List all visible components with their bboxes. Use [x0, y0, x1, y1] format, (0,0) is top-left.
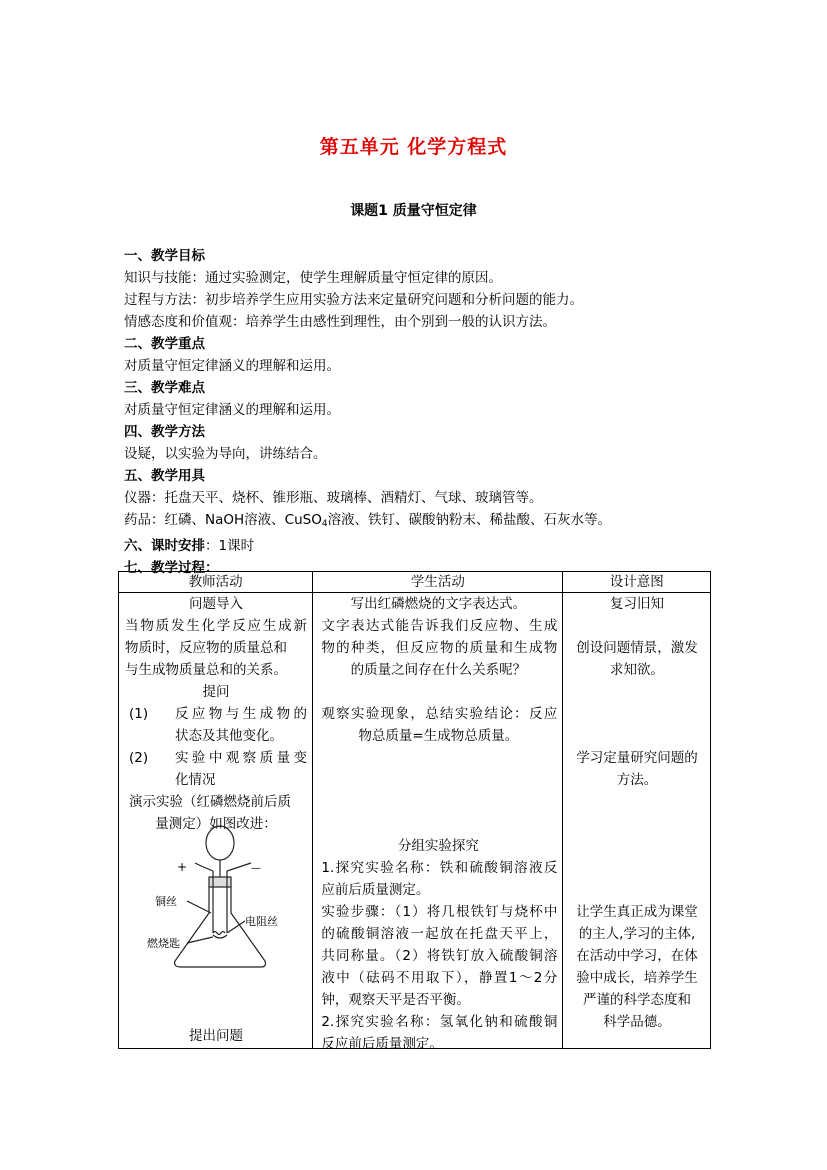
- teacher-para-line: 当物质发生化学反应生成新: [125, 618, 307, 634]
- phosphorus-apparatus-figure: [147, 821, 307, 971]
- student-line: 写出红磷燃烧的文字表达式。: [350, 596, 527, 612]
- copper-leader: [187, 901, 211, 913]
- intent-line: 方法。: [616, 772, 658, 788]
- minus-terminal: —: [251, 863, 261, 874]
- unit-title: 第五单元 化学方程式: [319, 136, 508, 158]
- tools-chemicals: [124, 509, 714, 535]
- chemicals-text-b: 溶液、铁钉、碳酸钠粉末、稀盐酸、石灰水等。: [327, 512, 612, 528]
- chemicals-text-a: 药品：红磷、NaOH溶液、CuSO: [124, 512, 322, 528]
- spoon-label: 燃烧匙: [147, 937, 180, 950]
- student-line: 文字表达式能告诉我们反应物、生成: [321, 618, 558, 634]
- tools-instruments: 仪器：托盘天平、烧杯、锥形瓶、玻璃棒、酒精灯、气球、玻璃管等。: [124, 490, 543, 506]
- question-1-line: 反应物与生成物的: [175, 706, 307, 722]
- resistor-leader: [227, 921, 245, 933]
- intent-line: 复习旧知: [609, 596, 664, 612]
- experiment-1-line: 的硫酸铜溶液一起放在托盘天平上，: [321, 926, 558, 942]
- intent-line: 求知欲。: [609, 662, 664, 678]
- experiment-1-line: 应前后质量测定。: [321, 882, 430, 898]
- intent-cell: [563, 593, 711, 1049]
- teacher-para-line: 物质时，反应物的质量总和: [125, 640, 287, 656]
- question-2-line: 实验中观察质量变: [175, 750, 307, 766]
- experiment-2-line: 反应前后质量测定。: [321, 1036, 443, 1052]
- methods-text: 设疑，以实验为导向，讲练结合。: [124, 446, 327, 462]
- section-heading-process: 七、教学过程：: [124, 560, 219, 576]
- intent-line: 创设问题情景，激发: [576, 640, 698, 656]
- schedule-line: [124, 535, 714, 557]
- teacher-para-line: 与生成物质量总和的关系。: [125, 662, 287, 678]
- stopper-shape: [209, 877, 231, 887]
- student-line: 物总质量=生成物总质量。: [358, 728, 519, 744]
- intent-line: 严谨的科学态度和: [582, 992, 691, 1008]
- teacher-ask: 提问: [202, 684, 230, 700]
- intent-line: 学习定量研究问题的: [576, 750, 698, 766]
- student-line: 的质量之间存在什么关系呢？: [350, 662, 527, 678]
- sections: [124, 245, 714, 579]
- intent-line: 让学生真正成为课堂: [576, 904, 698, 920]
- experiment-1-line: 共同称量。（2）将铁钉放入硫酸铜溶: [321, 948, 558, 964]
- difficulties-text: 对质量守恒定律涵义的理解和运用。: [124, 402, 340, 418]
- intent-line: 验中成长，培养学生: [576, 970, 698, 986]
- section-heading-schedule: 六、课时安排: [124, 538, 205, 554]
- lesson-title: 课题1 质量守恒定律: [350, 203, 477, 219]
- table-row: [119, 593, 711, 1049]
- spoon-shape: [213, 935, 227, 938]
- question-2-line: 化情况: [175, 772, 216, 788]
- resistor-coil: [213, 932, 225, 935]
- objective-method: 过程与方法：初步培养学生应用实验方法来定量研究问题和分析问题的能力。: [124, 292, 583, 308]
- process-table: [118, 571, 711, 1052]
- experiment-2-line: 2.探究实验名称：氢氧化钠和硫酸铜: [321, 1014, 558, 1030]
- chemicals-subscript: 4: [321, 519, 328, 529]
- teacher-cell: [119, 593, 313, 1049]
- student-cell: [313, 593, 563, 1052]
- intent-line: 科学品德。: [603, 1014, 671, 1030]
- experiment-1-line: 液中（砝码不用取下），静置1～2分: [321, 970, 558, 986]
- section-heading-objectives: 一、教学目标: [124, 248, 205, 264]
- question-2-number: (2): [129, 750, 149, 766]
- section-heading-tools: 五、教学用具: [124, 468, 205, 484]
- objective-attitude: 情感态度和价值观：培养学生由感性到理性，由个别到一般的认识方法。: [124, 314, 556, 330]
- experiment-1-line: 钟，观察天平是否平衡。: [321, 992, 470, 1008]
- resistor-wire-label: 电阻丝: [245, 915, 278, 928]
- demo-line: 演示实验（红磷燃烧前后质: [129, 794, 291, 810]
- section-heading-methods: 四、教学方法: [124, 424, 205, 440]
- student-line: 观察实验现象，总结实验结论：反应: [321, 706, 558, 722]
- objective-knowledge: 知识与技能：通过实验测定，使学生理解质量守恒定律的原因。: [124, 270, 502, 286]
- experiment-1-line: 1.探究实验名称：铁和硫酸铜溶液反: [321, 860, 558, 876]
- group-experiment-title: 分组实验探究: [397, 838, 479, 854]
- key-points-text: 对质量守恒定律涵义的理解和运用。: [124, 358, 340, 374]
- section-heading-key-points: 二、教学重点: [124, 336, 205, 352]
- schedule-text: ：1课时: [205, 538, 255, 554]
- experiment-1-line: 实验步骤：（1）将几根铁钉与烧杯中: [321, 904, 558, 920]
- header-teacher: 教师活动: [119, 572, 313, 593]
- table-header-row: [119, 572, 711, 593]
- demo-line: 量测定）如图改进：: [155, 816, 277, 832]
- section-heading-difficulties: 三、教学难点: [124, 380, 205, 396]
- intent-line: 的主人,学习的主体,: [578, 926, 696, 942]
- header-intent: 设计意图: [563, 572, 711, 593]
- balloon-shape: [206, 826, 234, 860]
- lead-wires: [195, 863, 251, 871]
- intent-line: 在活动中学习，在体: [576, 948, 698, 964]
- copper-wire-label: 铜丝: [155, 895, 177, 908]
- question-1-line: 状态及其他变化。: [175, 728, 283, 744]
- teacher-intro: 问题导入: [189, 596, 243, 612]
- raise-question: 提出问题: [189, 1028, 243, 1044]
- plus-terminal: +: [177, 860, 188, 874]
- student-line: 物的种类，但反应物的质量和生成物: [321, 640, 558, 656]
- header-student: 学生活动: [313, 572, 563, 593]
- question-1-number: (1): [129, 706, 149, 722]
